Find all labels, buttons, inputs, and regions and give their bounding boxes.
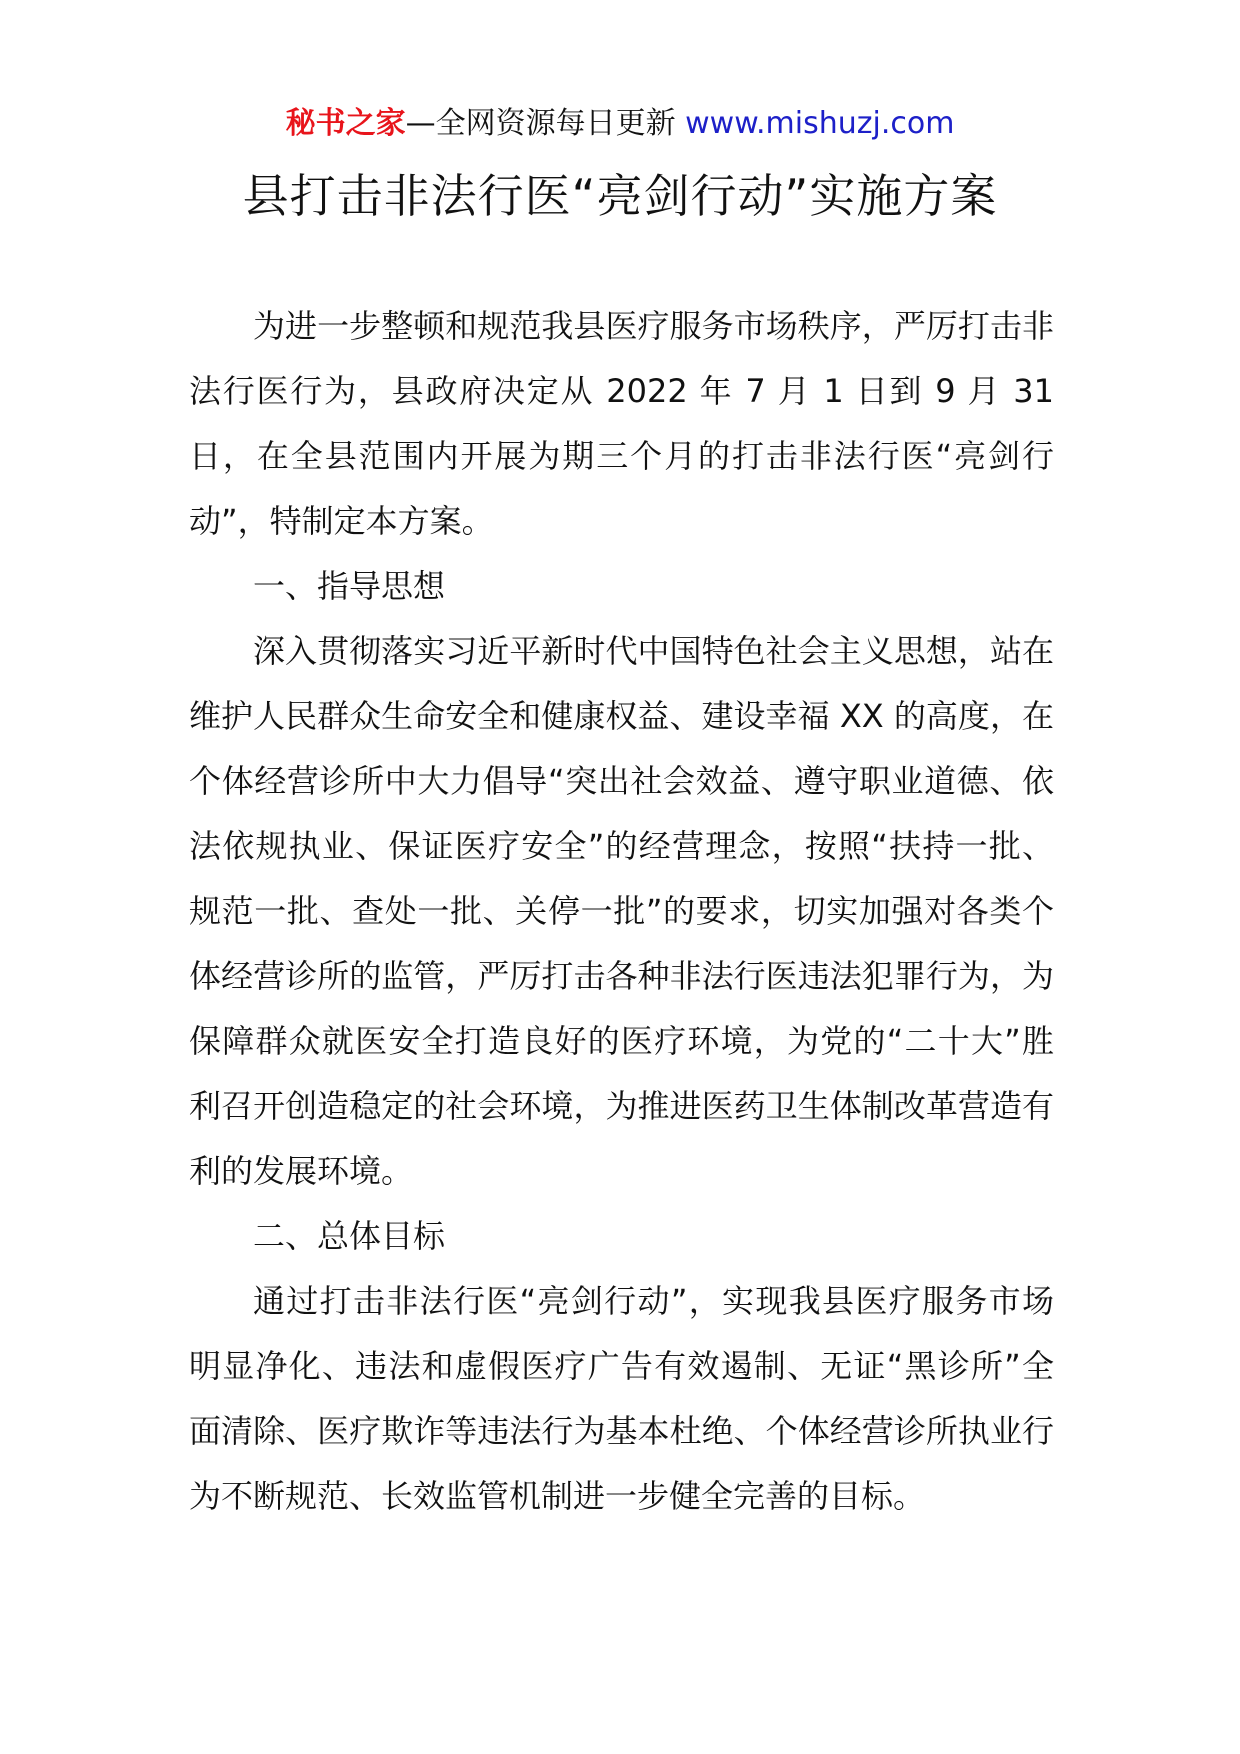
guiding-ideology-paragraph: 深入贯彻落实习近平新时代中国特色社会主义思想，站在维护人民群众生命安全和健康权益、建设幸福 XX 的高度，在个体经营诊所中大力倡导“突出社会效益、遵守职业道德、依法依规执业、保证医疗安全”的经营理念，按照“扶持一批、规范一批、查处一批、关停一批”的要求，切实加强对各类个体经营诊所的监管，严厉打击各种非法行医违法犯罪行为，为保障群众就医安全打造良好的医疗环境，为党的“二十大”胜利召开创造稳定的社会环境，为推进医药卫生体制改革营造有利的发展环境。 [189, 632, 1054, 1190]
site-tagline: —全网资源每日更新 [405, 106, 676, 141]
intro-paragraph: 为进一步整顿和规范我县医疗服务市场秩序，严厉打击非法行医行为，县政府决定从 2022 年 7 月 1 日到 9 月 31 日，在全县范围内开展为期三个月的打击非法行医“亮剑行动”，特制定本方案。 [189, 307, 1054, 540]
site-brand: 秘书之家 [285, 106, 406, 141]
site-header [0, 104, 1240, 144]
overall-goal-paragraph: 通过打击非法行医“亮剑行动”，实现我县医疗服务市场明显净化、违法和虚假医疗广告有效遏制、无证“黑诊所”全面清除、医疗欺诈等违法行为基本杜绝、个体经营诊所执业行为不断规范、长效监管机制进一步健全完善的目标。 [189, 1282, 1054, 1515]
section-heading-overall-goal: 二、总体目标 [253, 1217, 446, 1255]
document-body [189, 294, 1054, 1529]
document-title: 县打击非法行医“亮剑行动”实施方案 [242, 169, 998, 223]
section-heading-guiding-ideology: 一、指导思想 [253, 567, 446, 605]
site-url-link[interactable]: www.mishuzj.com [685, 106, 955, 141]
